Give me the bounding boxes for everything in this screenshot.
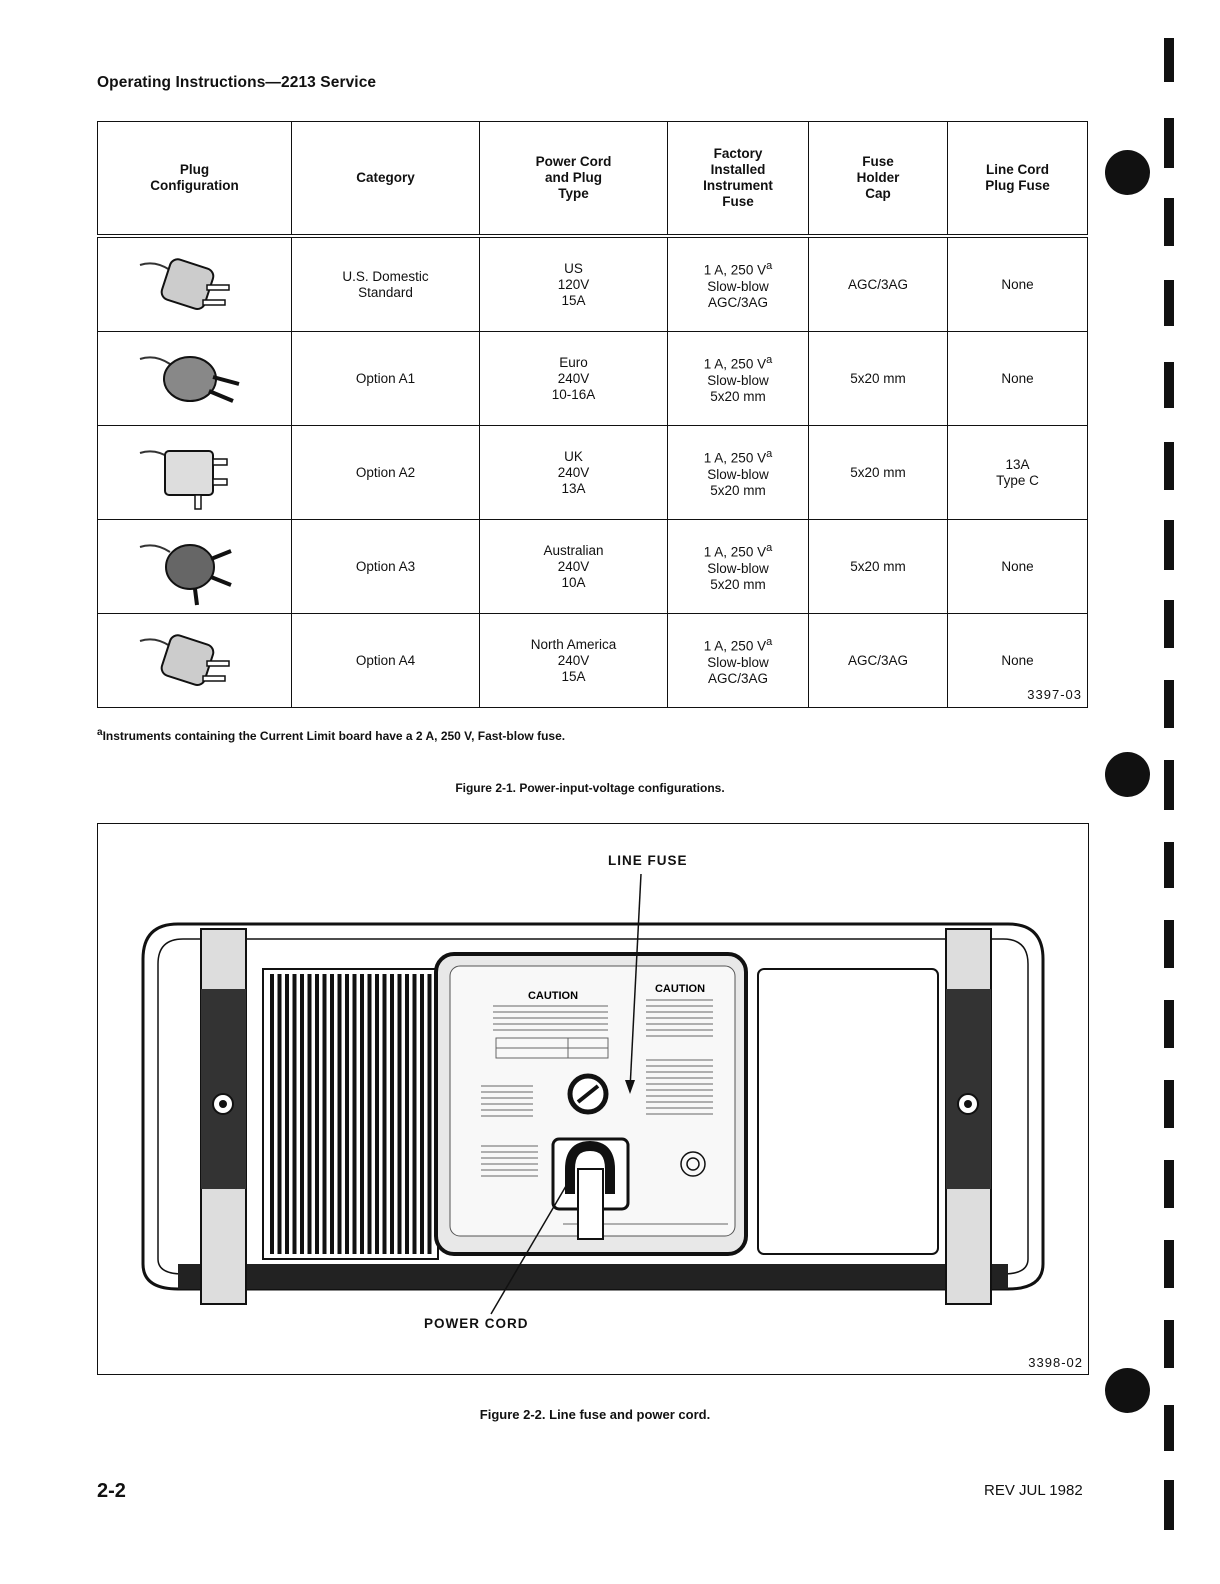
fuse-footnote-mark: a (766, 260, 773, 273)
plug-configuration-cell (98, 332, 292, 426)
power-configuration-table (97, 121, 1088, 708)
us-plug-icon (135, 245, 255, 325)
column-header-line: Plug Fuse (985, 178, 1050, 193)
cord-type-cell-line: 240V (557, 370, 590, 386)
north-america-plug-icon (135, 621, 255, 701)
fuse-footnote-mark: a (766, 354, 773, 367)
column-header-line: Factory (713, 146, 763, 161)
page-number: 2-2 (97, 1480, 126, 1502)
cord-type-cell (480, 332, 668, 426)
column-header-line: Power Cord (535, 154, 612, 169)
column-header-line: Holder (856, 170, 900, 185)
holder-cap-cell: 5x20 mm (809, 332, 948, 426)
fuse-footnote-mark: a (766, 542, 773, 555)
fuse-footnote-mark: a (766, 636, 773, 649)
fuse-rating (668, 540, 808, 561)
cord-type-cell-line: 240V (557, 558, 590, 574)
cord-type-cell-line: 240V (557, 464, 590, 480)
factory-fuse-cell (668, 332, 809, 426)
fuse-type-line: 5x20 mm (710, 576, 766, 592)
factory-fuse-cell (668, 614, 809, 708)
footnote-text: Instruments containing the Current Limit board have a 2 A, 250 V, Fast-blow fuse. (102, 729, 566, 743)
plug-fuse-cell (948, 520, 1088, 614)
column-header-line: Instrument (703, 178, 773, 193)
figure-2-1-caption: Figure 2-1. Power-input-voltage configurations. (455, 781, 725, 795)
category-cell (292, 236, 480, 332)
column-header-line: Type (558, 186, 589, 201)
revision-date: REV JUL 1982 (984, 1482, 1083, 1499)
fuse-rating-value: 1 A, 250 V (703, 356, 767, 372)
cord-type-cell-line: 240V (557, 652, 590, 668)
factory-fuse-cell (668, 520, 809, 614)
cord-type-cell-line: 15A (561, 292, 586, 308)
power-cord-label: POWER CORD (424, 1316, 529, 1331)
table-row (98, 614, 1088, 708)
plug-fuse-cell-line: None (1001, 370, 1034, 386)
fuse-type-line: AGC/3AG (707, 294, 769, 310)
column-header (809, 122, 948, 237)
holder-cap-cell: AGC/3AG (809, 614, 948, 708)
plug-configuration-cell (98, 426, 292, 520)
cord-type-cell (480, 520, 668, 614)
cord-type-cell (480, 236, 668, 332)
factory-fuse-cell (668, 236, 809, 332)
column-header-line: Fuse (862, 154, 894, 169)
cord-type-cell-line: 10-16A (551, 386, 596, 402)
category-cell-line: Standard (358, 284, 413, 300)
uk-plug-icon (135, 433, 255, 513)
holder-cap-cell: 5x20 mm (809, 520, 948, 614)
panel-caution-left: CAUTION (527, 990, 579, 1002)
fuse-rating (668, 352, 808, 373)
fuse-type-line: AGC/3AG (707, 670, 769, 686)
rear-panel-illustration (98, 824, 1088, 1374)
column-header-line: Line Cord (986, 162, 1049, 177)
fuse-rating-value: 1 A, 250 V (703, 544, 767, 560)
holder-cap-cell: 5x20 mm (809, 426, 948, 520)
fuse-rating-value: 1 A, 250 V (703, 262, 767, 278)
panel-caution-right: CAUTION (654, 983, 706, 995)
table-row (98, 236, 1088, 332)
column-header-line: Category (356, 170, 415, 185)
table-header-row (98, 122, 1088, 237)
plug-configuration-cell (98, 520, 292, 614)
table-row (98, 520, 1088, 614)
plug-fuse-cell (948, 236, 1088, 332)
cord-type-cell-line: US (564, 260, 583, 276)
column-header-line: Cap (865, 186, 891, 201)
cord-type-cell-line: Euro (559, 354, 588, 370)
category-cell (292, 332, 480, 426)
category-cell-line: Option A2 (355, 464, 416, 480)
fuse-rating (668, 258, 808, 279)
column-header (948, 122, 1088, 237)
column-header-line: and Plug (545, 170, 602, 185)
fuse-rating (668, 634, 808, 655)
cord-type-cell-line: North America (530, 636, 617, 652)
plug-fuse-cell-line: None (1001, 558, 1034, 574)
category-cell-line: Option A1 (355, 370, 416, 386)
fuse-type-line: Slow-blow (707, 654, 769, 670)
plug-fuse-cell-line: 13A (1005, 456, 1030, 472)
category-cell-line: U.S. Domestic (342, 268, 429, 284)
table-footnote (97, 727, 565, 743)
plug-configuration-cell (98, 236, 292, 332)
cord-type-cell-line: Australian (543, 542, 604, 558)
cord-type-cell-line: UK (564, 448, 583, 464)
column-header (480, 122, 668, 237)
footnote-mark: a (97, 727, 103, 738)
heatsink-fins (263, 969, 438, 1259)
factory-fuse-cell (668, 426, 809, 520)
figure-2-1-ref: 3397-03 (1027, 687, 1082, 702)
cord-type-cell-line: 120V (557, 276, 590, 292)
cord-type-cell (480, 614, 668, 708)
fuse-type-line: 5x20 mm (710, 388, 766, 404)
plug-fuse-cell-line: None (1001, 652, 1034, 668)
holder-cap-cell: AGC/3AG (809, 236, 948, 332)
cord-type-cell-line: 15A (561, 668, 586, 684)
column-header-line: Installed (710, 162, 766, 177)
fuse-rating-value: 1 A, 250 V (703, 450, 767, 466)
category-cell (292, 426, 480, 520)
plug-fuse-cell (948, 614, 1088, 708)
category-cell (292, 520, 480, 614)
running-header: Operating Instructions—2213 Service (97, 74, 377, 91)
figure-2-2-caption: Figure 2-2. Line fuse and power cord. (479, 1407, 711, 1422)
category-cell (292, 614, 480, 708)
cord-type-cell (480, 426, 668, 520)
line-fuse-label: LINE FUSE (608, 853, 688, 868)
cord-type-cell-line: 10A (561, 574, 586, 590)
australian-plug-icon (135, 527, 255, 607)
column-header-line: Fuse (722, 194, 754, 209)
fuse-rating-value: 1 A, 250 V (703, 638, 767, 654)
fuse-type-line: Slow-blow (707, 560, 769, 576)
column-header-line: Plug (179, 162, 210, 177)
euro-plug-icon (135, 339, 255, 419)
fuse-type-line: Slow-blow (707, 278, 769, 294)
plug-fuse-cell-line: Type C (996, 472, 1039, 488)
category-cell-line: Option A3 (355, 558, 416, 574)
column-header-line: Configuration (150, 178, 239, 193)
column-header (668, 122, 809, 237)
fuse-type-line: Slow-blow (707, 372, 769, 388)
category-cell-line: Option A4 (355, 652, 416, 668)
fuse-type-line: 5x20 mm (710, 482, 766, 498)
plug-fuse-cell (948, 332, 1088, 426)
table-row (98, 426, 1088, 520)
table-row (98, 332, 1088, 426)
fuse-type-line: Slow-blow (707, 466, 769, 482)
plug-fuse-cell-line: None (1001, 276, 1034, 292)
cord-type-cell-line: 13A (561, 480, 586, 496)
figure-2-2-frame (97, 823, 1089, 1375)
plug-configuration-cell (98, 614, 292, 708)
fuse-footnote-mark: a (766, 448, 773, 461)
column-header (98, 122, 292, 237)
figure-2-2-ref: 3398-02 (1028, 1355, 1083, 1370)
plug-fuse-cell (948, 426, 1088, 520)
fuse-rating (668, 446, 808, 467)
column-header (292, 122, 480, 237)
